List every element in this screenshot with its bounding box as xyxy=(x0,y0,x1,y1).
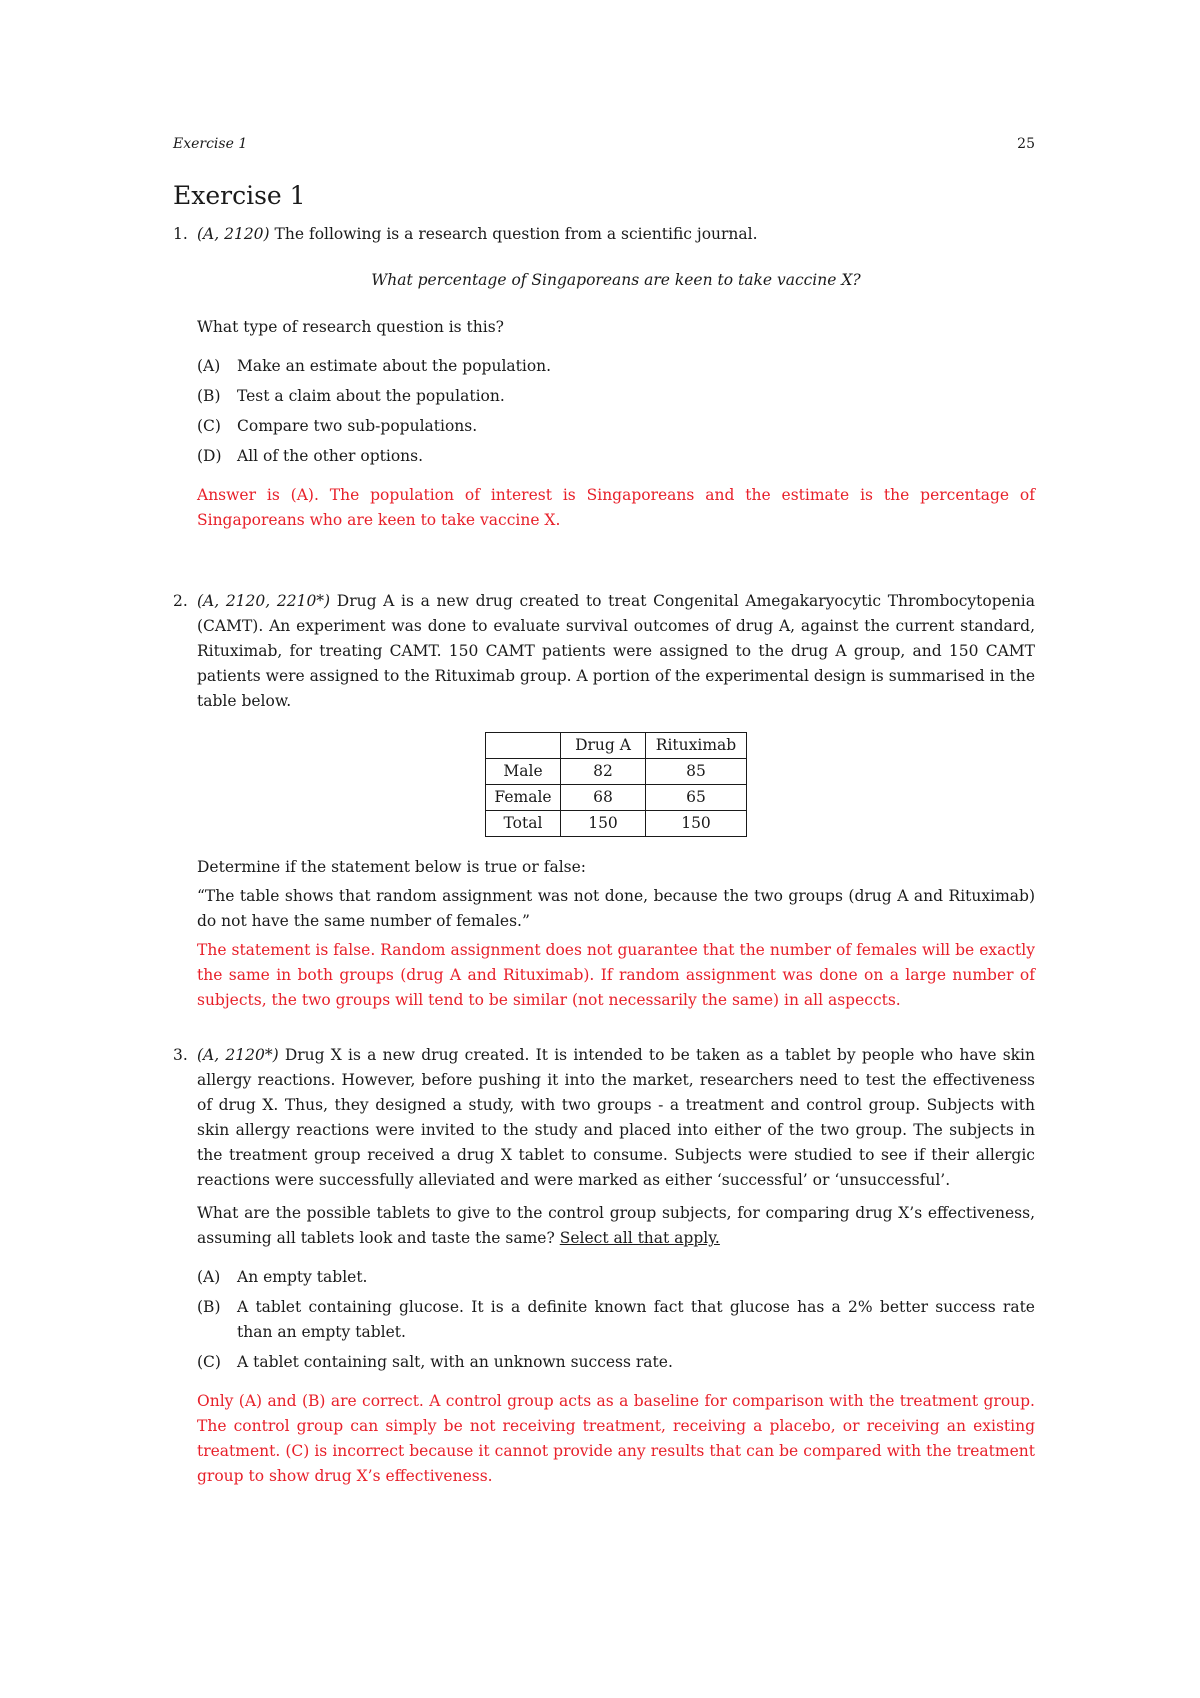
option-label: (D) xyxy=(197,447,222,465)
question-stem xyxy=(197,222,1035,247)
table-header-cell xyxy=(486,733,561,759)
stem-text: Drug X is a new drug created. It is intended to be taken as a tablet by people who have skin allergy reactions. However, before pushing it into the market, researchers need to test the effectiveness of drug X. Thus, they designed a study, with two groups - a treatment and control group. Subjects with skin allergy reactions were invited to the study and placed into either of the two group. The subjects in the treatment group received a drug X tablet to consume. Subjects were studied to see if their allergic reactions were successfully alleviated and were marked as either ‘successful’ or ‘unsuccessful’. xyxy=(197,1046,1035,1189)
page-number: 25 xyxy=(1017,136,1035,152)
option-c xyxy=(197,414,1035,439)
table-cell: Total xyxy=(486,811,561,837)
option-label: (A) xyxy=(197,1268,221,1286)
question-number: 3. xyxy=(173,1046,188,1064)
table-row xyxy=(486,785,747,811)
select-all-emphasis: Select all that apply. xyxy=(559,1229,720,1247)
running-title: Exercise 1 xyxy=(173,136,248,152)
options-list xyxy=(197,354,1035,469)
stem-text: Drug A is a new drug created to treat Congenital Amegakaryocytic Thrombocytopenia (CAMT). An experiment was done to evaluate survival outcomes of drug A, against the current standard, Rituximab, for treating CAMT. 150 CAMT patients were assigned to the drug A group, and 150 CAMT patients were assigned to the Rituximab group. A portion of the experimental design is summarised in the table below. xyxy=(197,592,1036,710)
option-b xyxy=(197,1295,1035,1345)
option-text: A tablet containing glucose. It is a definite known fact that glucose has a 2% better success rate than an empty tablet. xyxy=(237,1298,1035,1341)
option-label: (A) xyxy=(197,357,221,375)
table-wrapper xyxy=(197,732,1035,837)
option-text: Test a claim about the population. xyxy=(237,387,505,405)
prompt-text: What are the possible tablets to give to the control group subjects, for comparing drug X’s effectiveness, assuming all tablets look and taste the same? xyxy=(197,1204,1035,1247)
option-text: An empty tablet. xyxy=(237,1268,368,1286)
question-1 xyxy=(173,222,1035,533)
option-b xyxy=(197,384,1035,409)
table-cell: Female xyxy=(486,785,561,811)
table-cell: 65 xyxy=(646,785,747,811)
question-tag: (A, 2120, 2210*) xyxy=(197,592,331,610)
answer-text: Only (A) and (B) are correct. A control group acts as a baseline for comparison with the treatment group. The control group can simply be not receiving treatment, receiving a placebo, or receiving an existing treatment. (C) is incorrect because it cannot provide any results that can be compared with the treatment group to show drug X’s effectiveness. xyxy=(197,1392,1035,1485)
question-tag: (A, 2120*) xyxy=(197,1046,279,1064)
option-label: (C) xyxy=(197,417,221,435)
question-prompt xyxy=(197,1201,1035,1251)
table-header-cell: Drug A xyxy=(561,733,646,759)
option-c xyxy=(197,1350,1035,1375)
question-prompt: Determine if the statement below is true or false: xyxy=(197,858,587,876)
question-tag: (A, 2120) xyxy=(197,225,270,243)
question-3 xyxy=(173,1043,1035,1489)
table-row xyxy=(486,811,747,837)
options-list xyxy=(197,1265,1035,1375)
research-question-quote: What percentage of Singaporeans are keen to take vaccine X? xyxy=(371,271,861,289)
table-cell: 68 xyxy=(561,785,646,811)
question-stem xyxy=(197,589,1035,714)
table-cell: Male xyxy=(486,759,561,785)
statement-text: “The table shows that random assignment was not done, because the two groups (drug A and Rituximab) do not have the same number of females.” xyxy=(197,887,1035,930)
question-2 xyxy=(173,589,1035,1013)
section-title: Exercise 1 xyxy=(173,181,306,210)
option-d xyxy=(197,444,1035,469)
table-cell: 150 xyxy=(646,811,747,837)
option-label: (B) xyxy=(197,1298,221,1316)
answer-text: The statement is false. Random assignment does not guarantee that the number of females will be exactly the same in both groups (drug A and Rituximab). If random assignment was done on a large number of subjects, the two groups will tend to be similar (not necessarily the same) in all aspeccts. xyxy=(197,941,1035,1009)
question-stem xyxy=(197,1043,1035,1193)
question-number: 2. xyxy=(173,592,188,610)
option-label: (B) xyxy=(197,387,221,405)
option-text: A tablet containing salt, with an unknown success rate. xyxy=(237,1353,673,1371)
table-cell: 82 xyxy=(561,759,646,785)
table-cell: 150 xyxy=(561,811,646,837)
option-text: All of the other options. xyxy=(237,447,424,465)
answer-text: Answer is (A). The population of interest is Singaporeans and the estimate is the percentage of Singaporeans who are keen to take vaccine X. xyxy=(197,486,1035,529)
stem-text: The following is a research question from a scientific journal. xyxy=(274,225,758,243)
running-header xyxy=(173,136,1035,152)
design-table xyxy=(485,732,747,837)
option-a xyxy=(197,1265,1035,1290)
question-number: 1. xyxy=(173,225,188,243)
table-header-cell: Rituximab xyxy=(646,733,747,759)
option-text: Make an estimate about the population. xyxy=(237,357,552,375)
table-header-row xyxy=(486,733,747,759)
option-a xyxy=(197,354,1035,379)
table-row xyxy=(486,759,747,785)
option-label: (C) xyxy=(197,1353,221,1371)
table-cell: 85 xyxy=(646,759,747,785)
option-text: Compare two sub-populations. xyxy=(237,417,478,435)
question-prompt: What type of research question is this? xyxy=(197,318,504,336)
